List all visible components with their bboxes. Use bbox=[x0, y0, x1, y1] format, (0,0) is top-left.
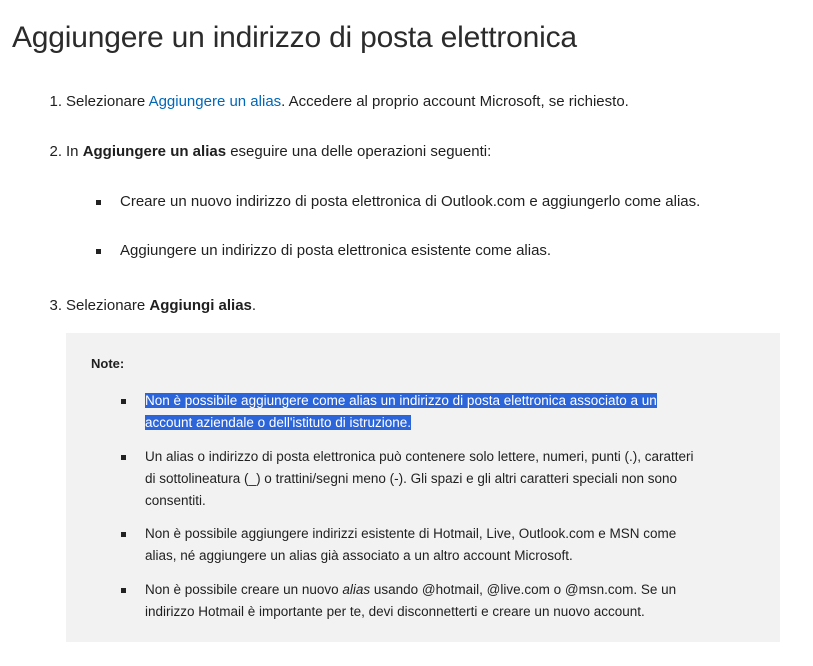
step-3 bbox=[42, 296, 742, 316]
step-text: Selezionare Aggiungere un alias. Accedere al proprio account Microsoft, se richiesto. bbox=[66, 93, 629, 110]
list-item: Aggiungere un indirizzo di posta elettronica esistente come alias. bbox=[96, 241, 796, 261]
list-item: Creare un nuovo indirizzo di posta elettronica di Outlook.com e aggiungerlo come alias. bbox=[96, 192, 796, 212]
step-2 bbox=[42, 142, 742, 162]
step-number: 1. bbox=[49, 93, 62, 110]
bullet-icon bbox=[96, 249, 101, 254]
bold-term: Aggiungere un alias bbox=[82, 143, 227, 160]
bold-term: Aggiungi alias bbox=[149, 297, 252, 314]
add-alias-link[interactable]: Aggiungere un alias bbox=[148, 93, 282, 110]
selected-text[interactable]: Non è possibile aggiungere come alias un indirizzo di posta elettronica associato a un bbox=[145, 393, 657, 408]
step-text: In Aggiungere un alias eseguire una delle operazioni seguenti: bbox=[66, 143, 492, 160]
note-title: Note: bbox=[91, 356, 125, 371]
note-box: Note: Non è possibile aggiungere come alias un indirizzo di posta elettronica associato a un account aziendale o dell'istituto di istruzione. Un alias o indirizzo di posta elettronica può contenere solo lettere, numeri, punti (.), caratteri di sottolineatura (_) o trattini/segni meno (-). Gli spazi e gli altri caratteri speciali non sono consentiti. Non è possibile aggiungere indirizzi esistente di Hotmail, Live, Outlook.com e MSN come alias, né aggiungere un alias già associato a un altro account Microsoft. Non è possibile creare un nuovo alias usando @hotmail, @live.com o @msn.com. Se un indirizzo Hotmail è importante per te, devi disconnetterti e creare un nuovo account. bbox=[66, 333, 780, 642]
step-1 bbox=[42, 92, 742, 112]
selected-text[interactable]: account aziendale o dell'istituto di istruzione. bbox=[145, 415, 411, 430]
bullet-icon bbox=[121, 588, 126, 593]
step-number: 2. bbox=[49, 143, 62, 160]
step-text: Selezionare Aggiungi alias. bbox=[66, 297, 257, 314]
bullet-icon bbox=[121, 532, 126, 537]
page-title: Aggiungere un indirizzo di posta elettronica bbox=[12, 21, 577, 54]
bullet-icon bbox=[96, 200, 101, 205]
bullet-icon bbox=[121, 399, 126, 404]
bullet-icon bbox=[121, 455, 126, 460]
step-number: 3. bbox=[49, 297, 62, 314]
italic-term: alias bbox=[342, 582, 371, 597]
